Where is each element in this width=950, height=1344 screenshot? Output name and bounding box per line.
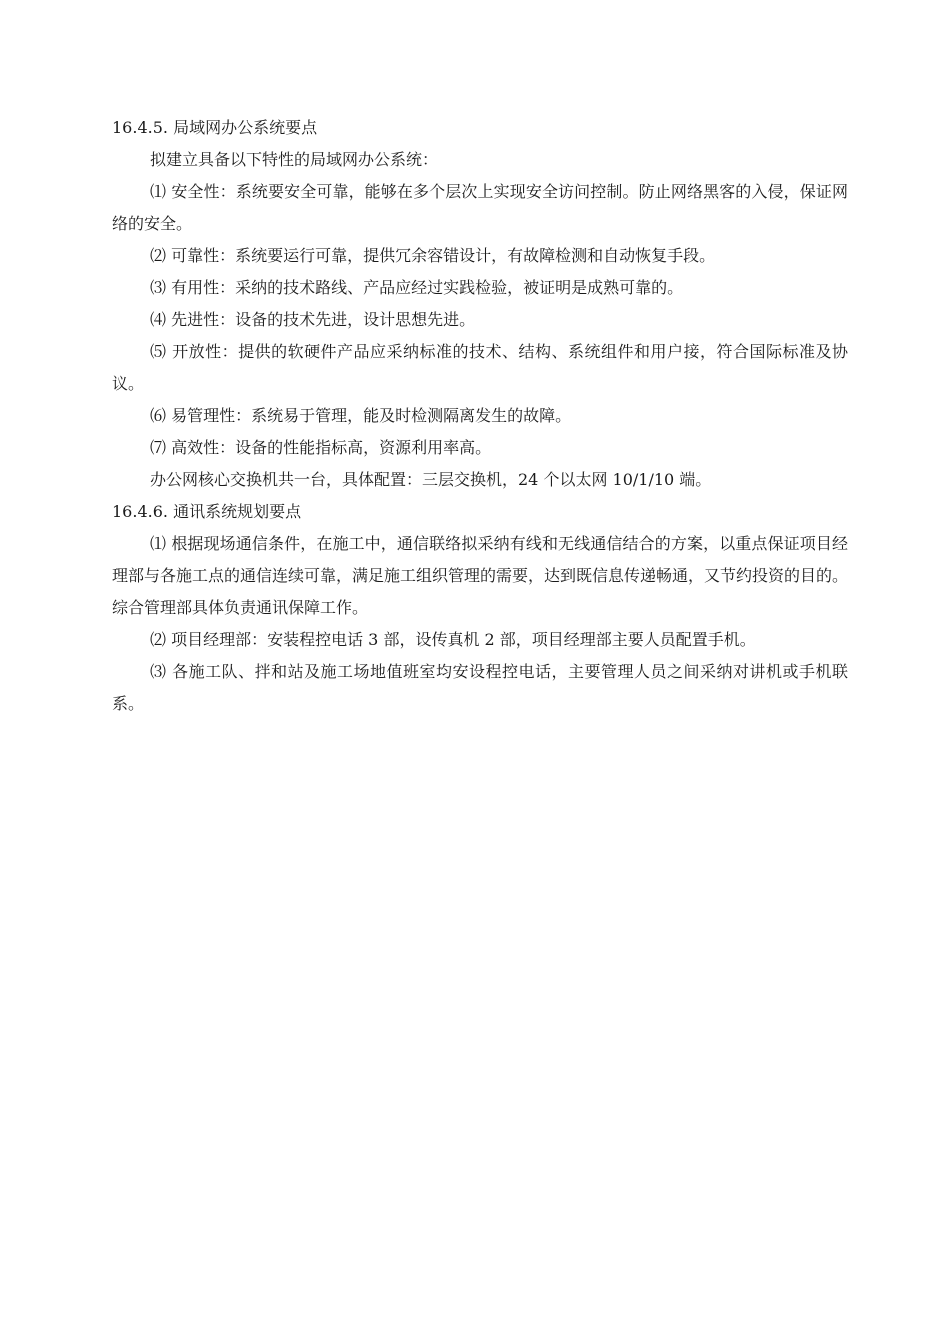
list-item-usefulness: ⑶ 有用性：采纳的技术路线、产品应经过实践检验，被证明是成熟可靠的。 [150, 278, 684, 297]
list-item-efficiency: ⑺ 高效性：设备的性能指标高，资源利用率高。 [150, 438, 492, 457]
list-item-communication-plan: ⑴ 根据现场通信条件，在施工中，通信联络拟采纳有线和无线通信结合的方案，以重点保证项目经理部与各施工点的通信连续可靠，满足施工组织管理的需要，达到既信息传递畅通，又节约投资的目的。综合管理部具体负责通讯保障工作。 [112, 534, 849, 617]
list-item-advancement: ⑷ 先进性：设备的技术先进，设计思想先进。 [150, 310, 476, 329]
section-heading-communication: 16.4.6. 通讯系统规划要点 [112, 502, 302, 521]
list-item-construction-teams: ⑶ 各施工队、拌和站及施工场地值班室均安设程控电话，主要管理人员之间采纳对讲机或手机联系。 [112, 662, 848, 713]
document-body [112, 112, 848, 720]
list-item-project-department: ⑵ 项目经理部：安装程控电话 3 部，设传真机 2 部，项目经理部主要人员配置手机。 [150, 630, 756, 649]
list-item-manageability: ⑹ 易管理性：系统易于管理，能及时检测隔离发生的故障。 [150, 406, 572, 425]
paragraph-core-switch: 办公网核心交换机共一台，具体配置：三层交换机，24 个以太网 10/1/10 端。 [150, 470, 712, 489]
list-item-reliability: ⑵ 可靠性：系统要运行可靠，提供冗余容错设计，有故障检测和自动恢复手段。 [150, 246, 716, 265]
list-item-security: ⑴ 安全性：系统要安全可靠，能够在多个层次上实现安全访问控制。防止网络黑客的入侵，保证网络的安全。 [112, 182, 848, 233]
section-heading-lan-office: 16.4.5. 局域网办公系统要点 [112, 118, 318, 137]
paragraph: 拟建立具备以下特性的局域网办公系统： [150, 150, 439, 169]
list-item-openness: ⑸ 开放性：提供的软硬件产品应采纳标准的技术、结构、系统组件和用户接，符合国际标准及协议。 [112, 342, 848, 393]
